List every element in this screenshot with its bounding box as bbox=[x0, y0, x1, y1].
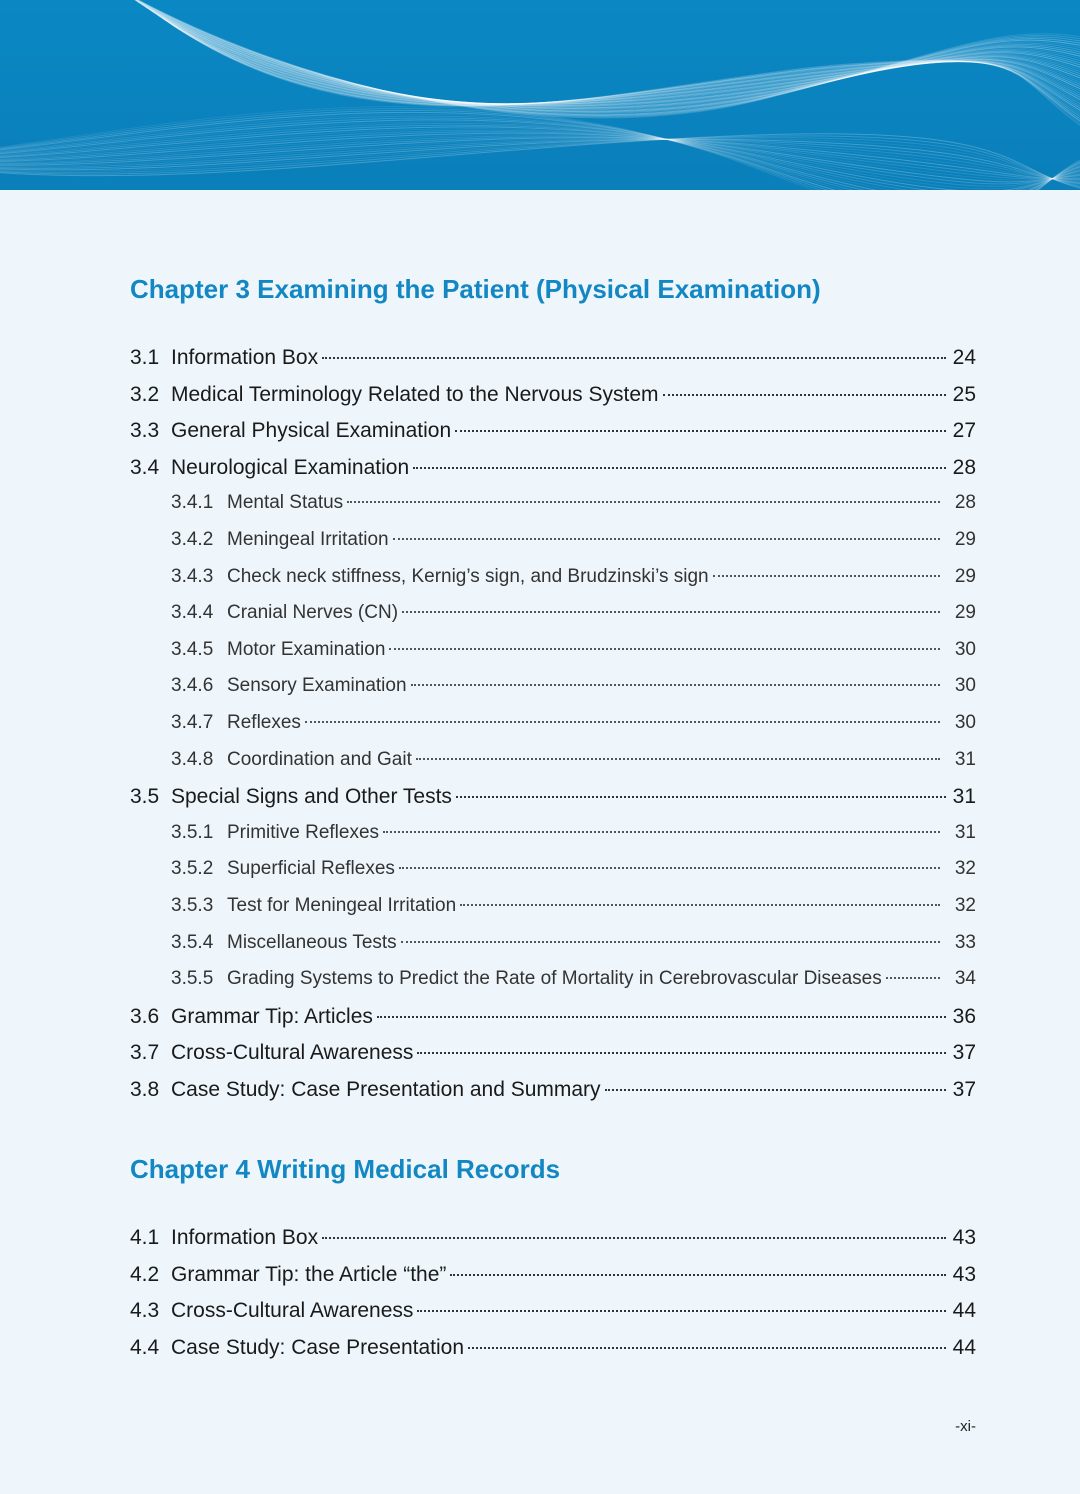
toc-entry-number: 3.6 bbox=[130, 1004, 160, 1028]
toc-entry-page: 25 bbox=[952, 382, 976, 406]
toc-entry-title: Grammar Tip: Articles bbox=[171, 1004, 373, 1028]
toc-entry-title: Sensory Examination bbox=[227, 675, 407, 697]
toc-entry-number: 3.5 bbox=[130, 785, 160, 809]
dot-leader bbox=[455, 430, 946, 432]
toc-entry-page: 31 bbox=[954, 821, 976, 843]
dot-leader bbox=[322, 1237, 946, 1239]
dot-leader bbox=[713, 575, 940, 577]
dot-leader bbox=[663, 394, 946, 396]
dot-leader bbox=[383, 831, 940, 833]
dot-leader bbox=[322, 357, 946, 359]
toc-entry-number: 3.1 bbox=[130, 346, 160, 369]
toc-entry-title: Superficial Reflexes bbox=[227, 858, 395, 880]
toc-entry-number: 3.4.8 bbox=[171, 748, 214, 770]
toc-entry-number: 3.4.1 bbox=[171, 492, 214, 514]
toc-entry[interactable] bbox=[130, 529, 976, 566]
toc-entry-page: 29 bbox=[954, 565, 976, 587]
toc-entry-page: 44 bbox=[952, 1299, 976, 1323]
toc-entry-title: Information Box bbox=[171, 346, 319, 369]
toc-entry-page: 43 bbox=[952, 1226, 976, 1249]
toc-entry-number: 4.1 bbox=[130, 1226, 160, 1249]
toc-entry-title: Special Signs and Other Tests bbox=[171, 785, 452, 809]
toc-entry-title: Coordination and Gait bbox=[227, 748, 412, 770]
toc-entry-title: Grading Systems to Predict the Rate of Mortality in Cerebrovascular Diseases bbox=[227, 968, 882, 990]
toc-entry-page: 37 bbox=[952, 1077, 976, 1101]
toc-entry[interactable] bbox=[130, 1336, 976, 1373]
toc-entry-number: 3.4.4 bbox=[171, 602, 214, 624]
toc-entry-page: 30 bbox=[954, 711, 976, 733]
toc-entry-number: 3.5.4 bbox=[171, 931, 214, 953]
toc-entry[interactable] bbox=[130, 968, 976, 1005]
toc-entry-title: Cross-Cultural Awareness bbox=[171, 1299, 414, 1323]
toc-entry[interactable] bbox=[130, 346, 976, 383]
toc-entry[interactable] bbox=[130, 895, 976, 932]
toc-entry[interactable] bbox=[130, 1005, 976, 1042]
toc-entry-page: 43 bbox=[952, 1262, 976, 1286]
toc-entry[interactable] bbox=[130, 675, 976, 712]
toc-entry[interactable] bbox=[130, 749, 976, 786]
toc-entry-number: 3.5.2 bbox=[171, 858, 214, 880]
dot-leader bbox=[417, 1052, 946, 1054]
toc-entry[interactable] bbox=[130, 639, 976, 676]
toc-entry-title: Primitive Reflexes bbox=[227, 821, 380, 843]
toc-entry-page: 31 bbox=[952, 785, 976, 809]
chapter-3-toc bbox=[130, 346, 976, 1114]
toc-entry-number: 3.4 bbox=[130, 455, 160, 479]
toc-entry[interactable] bbox=[130, 822, 976, 859]
toc-entry-title: Case Study: Case Presentation bbox=[171, 1335, 464, 1359]
toc-entry[interactable] bbox=[130, 419, 976, 456]
toc-entry-title: Meningeal Irritation bbox=[227, 528, 389, 550]
toc-entry-number: 4.2 bbox=[130, 1262, 160, 1286]
toc-entry-number: 3.5.3 bbox=[171, 894, 214, 916]
toc-entry-number: 3.4.5 bbox=[171, 638, 214, 660]
toc-entry-page: 30 bbox=[954, 675, 976, 697]
dot-leader bbox=[460, 904, 940, 906]
toc-entry-page: 29 bbox=[954, 528, 976, 550]
toc-entry[interactable] bbox=[130, 858, 976, 895]
header-banner bbox=[0, 0, 1080, 190]
dot-leader bbox=[402, 611, 940, 613]
dot-leader bbox=[411, 684, 940, 686]
toc-entry-title: Information Box bbox=[171, 1226, 319, 1249]
toc-entry-page: 28 bbox=[952, 455, 976, 479]
chapter-4-toc bbox=[130, 1226, 976, 1372]
dot-leader bbox=[886, 977, 940, 979]
toc-entry[interactable] bbox=[130, 1263, 976, 1300]
dot-leader bbox=[450, 1274, 946, 1276]
toc-entry-page: 36 bbox=[952, 1004, 976, 1028]
toc-entry[interactable] bbox=[130, 785, 976, 822]
dot-leader bbox=[416, 758, 940, 760]
toc-entry-number: 4.4 bbox=[130, 1335, 160, 1359]
toc-entry[interactable] bbox=[130, 1226, 976, 1263]
toc-entry-number: 3.8 bbox=[130, 1077, 160, 1101]
dot-leader bbox=[605, 1089, 946, 1091]
wave-decoration bbox=[0, 0, 1080, 190]
toc-entry-number: 4.3 bbox=[130, 1299, 160, 1323]
page-number: -xi- bbox=[955, 1418, 976, 1435]
dot-leader bbox=[389, 648, 940, 650]
toc-entry-number: 3.4.7 bbox=[171, 711, 214, 733]
toc-entry-title: Medical Terminology Related to the Nervous System bbox=[171, 382, 659, 406]
toc-entry-number: 3.4.6 bbox=[171, 675, 214, 697]
toc-entry-title: Motor Examination bbox=[227, 638, 386, 660]
toc-entry[interactable] bbox=[130, 1041, 976, 1078]
toc-entry[interactable] bbox=[130, 456, 976, 493]
toc-entry-title: Case Study: Case Presentation and Summary bbox=[171, 1077, 601, 1101]
toc-entry-title: Reflexes bbox=[227, 711, 301, 733]
dot-leader bbox=[468, 1347, 946, 1349]
chapter-4-title: Chapter 4 Writing Medical Records bbox=[130, 1154, 561, 1184]
toc-entry[interactable] bbox=[130, 1299, 976, 1336]
toc-entry[interactable] bbox=[130, 932, 976, 969]
dot-leader bbox=[401, 941, 940, 943]
toc-entry-page: 44 bbox=[952, 1335, 976, 1359]
toc-entry-page: 34 bbox=[954, 968, 976, 990]
toc-entry[interactable] bbox=[130, 1078, 976, 1115]
dot-leader bbox=[456, 796, 946, 798]
toc-entry[interactable] bbox=[130, 712, 976, 749]
toc-entry-page: 27 bbox=[952, 419, 976, 443]
dot-leader bbox=[399, 867, 940, 869]
toc-entry-title: Test for Meningeal Irritation bbox=[227, 894, 457, 916]
toc-entry-title: Cranial Nerves (CN) bbox=[227, 602, 399, 624]
chapter-3-title: Chapter 3 Examining the Patient (Physical Examination) bbox=[130, 274, 821, 304]
toc-entry-number: 3.5.1 bbox=[171, 821, 214, 843]
toc-entry-page: 37 bbox=[952, 1041, 976, 1065]
dot-leader bbox=[347, 501, 940, 503]
toc-entry-title: Cross-Cultural Awareness bbox=[171, 1041, 414, 1065]
toc-entry-page: 32 bbox=[954, 894, 976, 916]
dot-leader bbox=[417, 1310, 946, 1312]
toc-entry-page: 24 bbox=[952, 346, 976, 369]
toc-entry[interactable] bbox=[130, 602, 976, 639]
dot-leader bbox=[377, 1016, 946, 1018]
toc-entry-title: Miscellaneous Tests bbox=[227, 931, 397, 953]
toc-entry-title: Neurological Examination bbox=[171, 455, 410, 479]
dot-leader bbox=[413, 467, 946, 469]
dot-leader bbox=[393, 538, 940, 540]
toc-entry-number: 3.5.5 bbox=[171, 968, 214, 990]
toc-entry-title: Mental Status bbox=[227, 492, 344, 514]
toc-entry[interactable] bbox=[130, 383, 976, 420]
toc-entry-number: 3.7 bbox=[130, 1041, 160, 1065]
dot-leader bbox=[305, 721, 940, 723]
toc-entry-title: Check neck stiffness, Kernig’s sign, and Brudzinski’s sign bbox=[227, 565, 709, 587]
toc-entry[interactable] bbox=[130, 566, 976, 603]
toc-entry-page: 32 bbox=[954, 858, 976, 880]
toc-entry-title: General Physical Examination bbox=[171, 419, 452, 443]
toc-entry-number: 3.2 bbox=[130, 382, 160, 406]
toc-entry-page: 31 bbox=[954, 748, 976, 770]
toc-entry-number: 3.3 bbox=[130, 419, 160, 443]
toc-entry-number: 3.4.3 bbox=[171, 565, 214, 587]
toc-entry-page: 33 bbox=[954, 931, 976, 953]
toc-entry-number: 3.4.2 bbox=[171, 528, 214, 550]
toc-entry-title: Grammar Tip: the Article “the” bbox=[171, 1262, 447, 1286]
toc-entry[interactable] bbox=[130, 492, 976, 529]
toc-entry-page: 28 bbox=[954, 492, 976, 514]
toc-entry-page: 29 bbox=[954, 602, 976, 624]
toc-entry-page: 30 bbox=[954, 638, 976, 660]
